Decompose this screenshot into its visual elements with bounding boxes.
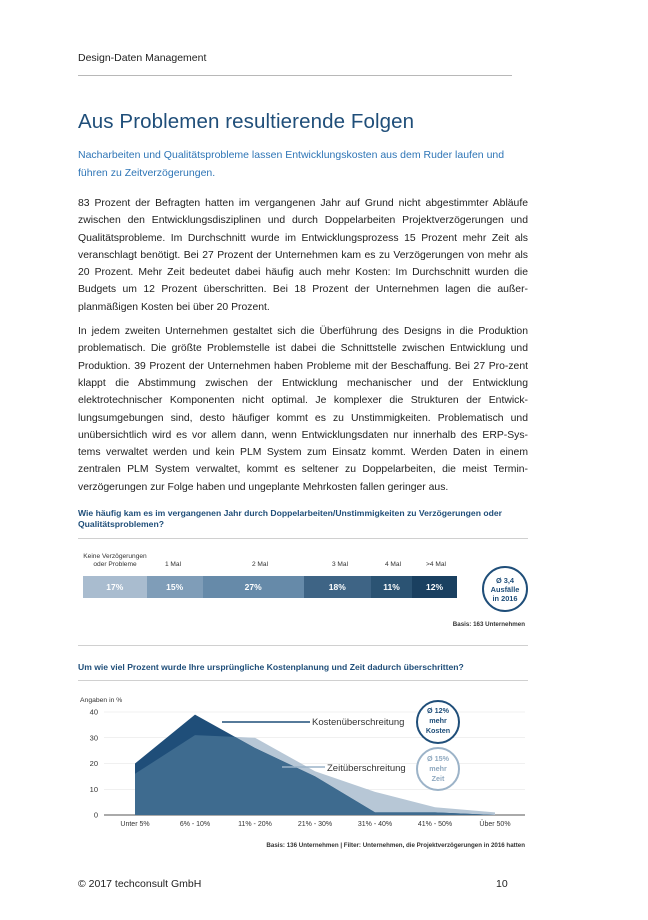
time-badge-line: mehr	[429, 764, 447, 773]
badge-line: Ausfälle	[490, 584, 520, 594]
lead-paragraph: Nacharbeiten und Qualitätsprobleme lassen Entwicklungskosten aus dem Ruder laufen und führen zu Zeitverzögerungen.	[78, 149, 505, 179]
page-number: 10	[496, 878, 508, 890]
cost-badge	[417, 701, 459, 743]
body-paragraph-2: In jedem zweiten Unternehmen gestaltet sich die Überführung des Designs in die Produktion problematisch. Die größte Problemstelle ist dabei die Schnittstelle zwischen Entwicklung und Produktion. 39 Prozent der Unternehmen haben Probleme mit der Beschaffung. Bei 27 Pro-zent klappt die Abstimmung zwischen der Entwicklung mechanischer und der Entwicklung elektrotechnischer Komponenten nicht optimal. Je komplexer die Strukturen der Entwick-lungsumgebungen sind, desto häufiger kommt es zu Unstimmigkeiten. Problematisch und unübersichtlich wird es vor allem dann, wenn Entwicklungsdaten nur innerhalb des ERP-Sys-tems verwaltet werden und kein PLM System zum Einsatz kommt. Werden Daten in einem zentralen PLM System verwaltet, kommt es seltener zu Doppelarbeiten, die meist Termin-verzögerungen zur Folge haben und ungeplante Mehrkosten fallen geringer aus.	[78, 326, 528, 493]
chart1-title: Wie häufig kam es im vergangenen Jahr durch Doppelarbeiten/Unstimmigkeiten zu Verzögerungen oder Qualitätsproblemen?	[78, 508, 502, 529]
chart2-x-label: 31% - 40%	[357, 821, 393, 828]
chart1-value-label: 11%	[383, 582, 400, 592]
chart1-value-label: 27%	[244, 582, 262, 592]
time-badge-line: Zeit	[431, 774, 445, 783]
badge-line: in 2016	[492, 593, 518, 603]
chart2-x-label: 41% - 50%	[417, 821, 453, 828]
chart2-x-label: 11% - 20%	[238, 821, 272, 828]
chart1-value-label: 17%	[106, 582, 124, 592]
chart1-value-label: 12%	[426, 582, 444, 592]
chart2-ytick-label: 30	[89, 733, 98, 743]
cost-badge-line: Kosten	[425, 726, 451, 735]
chart1-basis-note: Basis: 163 Unternehmen	[452, 621, 525, 628]
chart1-category-label: >4 Mal	[426, 561, 446, 568]
badge-line: Ø 3,4	[495, 575, 515, 585]
chart2-x-label: 21% - 30%	[297, 821, 333, 828]
series-label-cost: Kostenüberschreitung	[312, 717, 405, 728]
chart2-ytick-label: 10	[89, 784, 98, 794]
chart1-category-label: Keine Verzögerungen oder Probleme	[83, 553, 147, 568]
chart2-ylabel: Angaben in %	[80, 697, 123, 704]
time-badge-line: Ø 15%	[427, 754, 449, 763]
chart2-x-labels	[120, 820, 510, 828]
time-badge	[417, 748, 459, 790]
chart1-category-label: 1 Mal	[164, 561, 182, 568]
chart2-x-label: Über 50%	[479, 821, 511, 828]
chart1-value-label: 18%	[328, 582, 346, 592]
chart2-ytick-label: 40	[89, 707, 98, 717]
chart2-ytick-label: 0	[93, 810, 98, 820]
chart1-value-label: 15%	[166, 582, 184, 592]
chart2-ytick-label: 20	[89, 759, 98, 768]
series-label-time: Zeitüberschreitung	[327, 763, 406, 774]
body-paragraph-1: 83 Prozent der Befragten hatten im vergangenen Jahr auf Grund nicht abgestimmter Abläufe zwischen den Entwicklungsdisziplinen und durch Doppelarbeiten Projektverzögerungen und Qualitätsprobleme. Im Durchschnitt wurde im Entwicklungsprozess 15 Prozent mehr Zeit als veranschlagt benötigt. Bei 27 Prozent der Unternehmen kam es zu Verzögerungen von mehr als 20 Prozent. Mehr Zeit bedeutet dabei häufig auch mehr Kosten: Im Durchschnitt wurden die Budgets um 12 Prozent überschritten. Bei 18 Prozent der Unternehmen lagen die außer-planmäßigen Kosten bei über 20 Prozent.	[78, 198, 528, 313]
chart2-x-label: Unter 5%	[120, 821, 150, 828]
chart2-title: Um wie viel Prozent wurde Ihre ursprüngliche Kostenplanung und Zeit dadurch überschritten?	[78, 662, 464, 672]
footer-copyright: © 2017 techconsult GmbH	[78, 878, 202, 890]
chart1-category-label: 3 Mal	[331, 561, 349, 568]
page-title: Aus Problemen resultierende Folgen	[78, 110, 415, 133]
cost-badge-line: Ø 12%	[427, 706, 449, 715]
running-header: Design-Daten Management	[78, 52, 207, 64]
chart2-x-label: 6% - 10%	[179, 821, 211, 828]
cost-badge-line: mehr	[429, 716, 447, 725]
chart1-category-label: 4 Mal	[384, 561, 402, 568]
chart1-category-label: 2 Mal	[251, 561, 269, 568]
chart2-basis-note: Basis: 136 Unternehmen | Filter: Unternehmen, die Projektverzögerungen in 2016 hatten	[266, 842, 525, 849]
